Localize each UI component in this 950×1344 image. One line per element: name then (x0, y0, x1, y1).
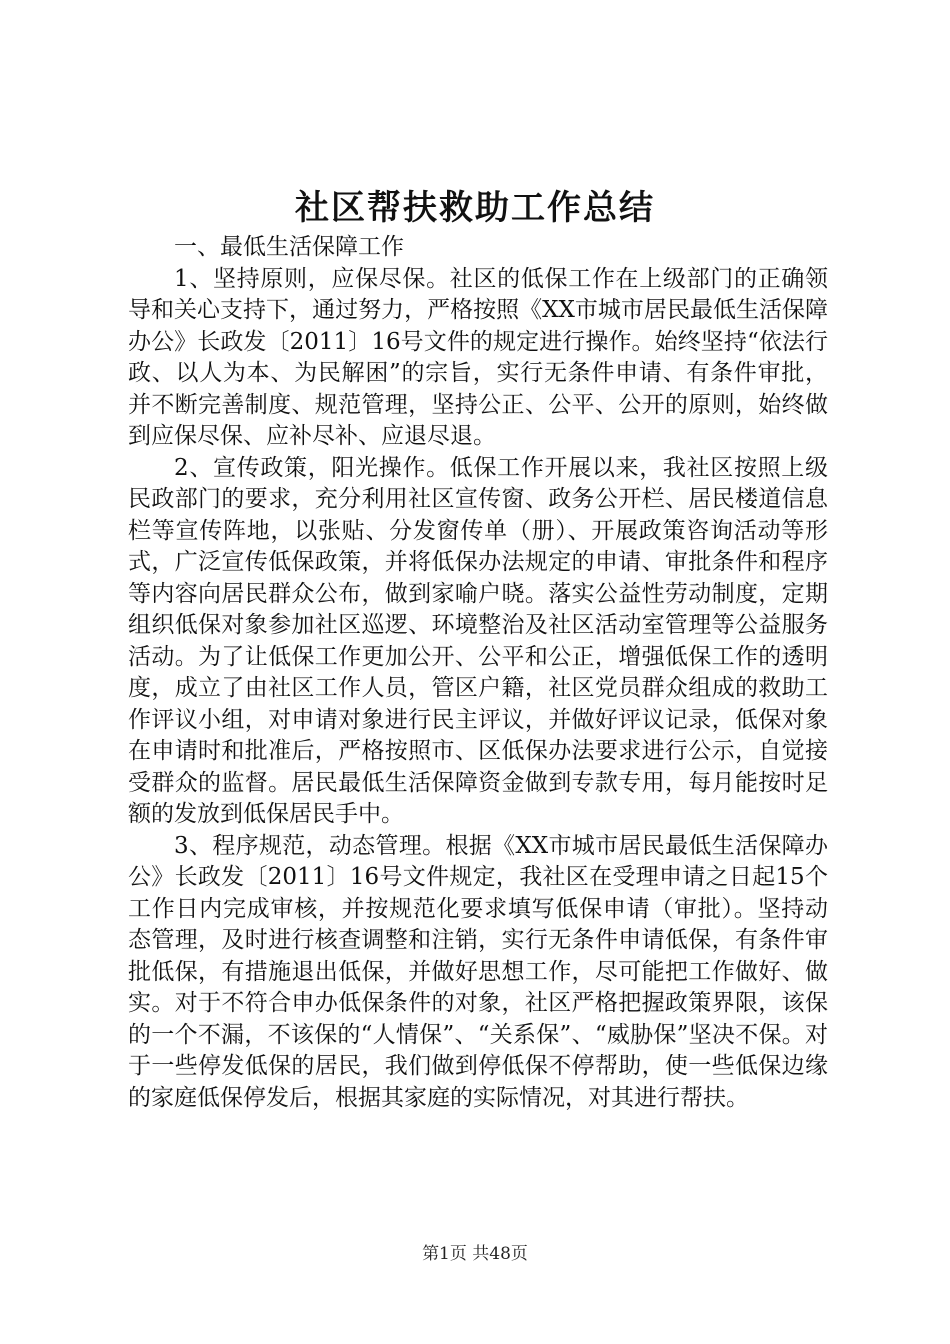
document-title: 社区帮扶救助工作总结 (295, 188, 655, 228)
paragraph-1: 1、坚持原则，应保尽保。社区的低保工作在上级部门的正确领导和关心支持下，通过努力，严格按照《XX市城市居民最低生活保障办公》长政发〔2011〕16号文件的规定进行操作。始终坚持“依法行政、以人为本、为民解困”的宗旨，实行无条件申请、有条件审批，并不断完善制度、规范管理，坚持公正、公平、公开的原则，始终做到应保尽保、应补尽补、应退尽退。 (128, 265, 828, 449)
paragraph-3: 3、程序规范，动态管理。根据《XX市城市居民最低生活保障办公》长政发〔2011〕16号文件规定，我社区在受理申请之日起15个工作日内完成审核，并按规范化要求填写低保申请（审批）。坚持动态管理，及时进行核查调整和注销，实行无条件申请低保，有条件审批低保，有措施退出低保，并做好思想工作，尽可能把工作做好、做实。对于不符合申办低保条件的对象，社区严格把握政策界限，该保的一个不漏，不该保的“人情保”、“关系保”、“威胁保”坚决不保。对于一些停发低保的居民，我们做到停低保不停帮助，使一些低保边缘的家庭低保停发后，根据其家庭的实际情况，对其进行帮扶。 (128, 832, 828, 1111)
section-heading: 一、最低生活保障工作 (174, 234, 404, 260)
document-body (128, 232, 828, 1114)
paragraph-2: 2、宣传政策，阳光操作。低保工作开展以来，我社区按照上级民政部门的要求，充分利用社区宣传窗、政务公开栏、居民楼道信息栏等宣传阵地，以张贴、分发窗传单（册）、开展政策咨询活动等形式，广泛宣传低保政策，并将低保办法规定的申请、审批条件和程序等内容向居民群众公布，做到家喻户晓。落实公益性劳动制度，定期组织低保对象参加社区巡逻、环境整治及社区活动室管理等公益服务活动。为了让低保工作更加公开、公平和公正，增强低保工作的透明度，成立了由社区工作人员，管区户籍，社区党员群众组成的救助工作评议小组，对申请对象进行民主评议，并做好评议记录，低保对象在申请时和批准后，严格按照市、区低保办法要求进行公示，自觉接受群众的监督。居民最低生活保障资金做到专款专用，每月能按时足额的发放到低保居民手中。 (128, 454, 828, 827)
page-footer: 第1页 共48页 (422, 1244, 528, 1264)
